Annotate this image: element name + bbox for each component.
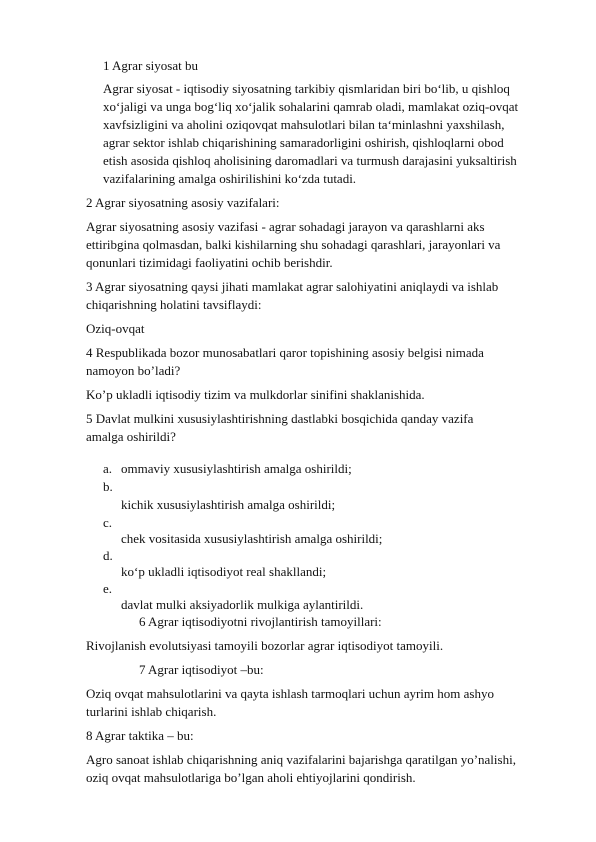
q8-line-2: oziq ovqat mahsulotlariga bo’lgan aholi ehtiyojlarini qondirish.	[86, 770, 416, 785]
q2-line-2: ettiribgina qolmasdan, balki kishilarning shu sohadagi qarashlari, jarayonlari va	[86, 237, 501, 252]
q3-answer: Oziq-ovqat	[86, 321, 145, 336]
q5-option-a-letter: a.	[103, 461, 113, 476]
q2-line-1: Agrar siyosatning asosiy vazifasi - agrar sohadagi jarayon va qarashlarni aks	[86, 219, 485, 234]
q1-line-4: agrar sektor ishlab chiqarishining samaradorligini oshirish, qishloqlarni obod	[103, 135, 504, 150]
q1-line-2: xo‘jaligi va unga bog‘liq xo‘jalik sohalarini qamrab oladi, mamlakat oziq-ovqat	[103, 99, 519, 114]
q4-line-1: 4 Respublikada bozor munosabatlari qaror topishining asosiy belgisi nimada	[86, 345, 484, 360]
q5-option-d-text: ko‘p ukladli iqtisodiyot real shakllandi;	[121, 564, 327, 579]
q2-line-3: qonunlari tizimidagi faoliyatini ochib berishdir.	[86, 255, 333, 270]
q5-line-1: 5 Davlat mulkini xususiylashtirishning dastlabki bosqichida qanday vazifa	[86, 411, 474, 426]
q5-line-2: amalga oshirildi?	[86, 429, 176, 444]
q7-heading: 7 Agrar iqtisodiyot –bu:	[139, 662, 264, 677]
q5-option-c-text: chek vositasida xususiylashtirish amalga oshirildi;	[121, 531, 383, 546]
q5-option-d-letter: d.	[103, 548, 113, 563]
q1-line-6: vazifalarining amalga oshirilishini ko‘zda tutadi.	[103, 171, 357, 186]
q1-line-3: xavfsizligini va aholini oziqovqat mahsulotlari bilan ta‘minlashni yaxshilash,	[103, 117, 505, 132]
q5-option-b-text: kichik xususiylashtirish amalga oshirildi;	[121, 497, 336, 512]
q4-answer: Ko’p ukladli iqtisodiy tizim va mulkdorlar sinifini shaklanishida.	[86, 387, 425, 402]
q4-line-2: namoyon bo’ladi?	[86, 363, 181, 378]
q1-line-1: Agrar siyosat - iqtisodiy siyosatning tarkibiy qismlaridan biri bo‘lib, u qishloq	[103, 81, 510, 96]
q1-line-5: etish asosida qishloq aholisining daromadlari va turmush darajasini yuksaltirish	[103, 153, 517, 168]
q8-line-1: Agro sanoat ishlab chiqarishning aniq vazifalarini bajarishga qaratilgan yo’nalishi,	[86, 752, 516, 767]
q5-option-e-text: davlat mulki aksiyadorlik mulkiga aylantirildi.	[121, 597, 364, 612]
q5-option-a-text: ommaviy xususiylashtirish amalga oshirildi;	[121, 461, 352, 476]
q1-heading: 1 Agrar siyosat bu	[103, 58, 198, 73]
q5-option-b-letter: b.	[103, 479, 113, 494]
q6-answer: Rivojlanish evolutsiyasi tamoyili bozorlar agrar iqtisodiyot tamoyili.	[86, 638, 444, 653]
q5-option-e-letter: e.	[103, 581, 113, 596]
q3-line-1: 3 Agrar siyosatning qaysi jihati mamlakat agrar salohiyatini aniqlaydi va ishlab	[86, 279, 499, 294]
q5-option-c-letter: c.	[103, 515, 113, 530]
q8-heading: 8 Agrar taktika – bu:	[86, 728, 194, 743]
q3-line-2: chiqarishning holatini tavsiflaydi:	[86, 297, 262, 312]
q7-line-1: Oziq ovqat mahsulotlarini va qayta ishlash tarmoqlari uchun ayrim hom ashyo	[86, 686, 494, 701]
q7-line-2: turlarini ishlab chiqarish.	[86, 704, 217, 719]
q2-heading: 2 Agrar siyosatning asosiy vazifalari:	[86, 195, 280, 210]
q6-heading: 6 Agrar iqtisodiyotni rivojlantirish tamoyillari:	[139, 614, 382, 629]
